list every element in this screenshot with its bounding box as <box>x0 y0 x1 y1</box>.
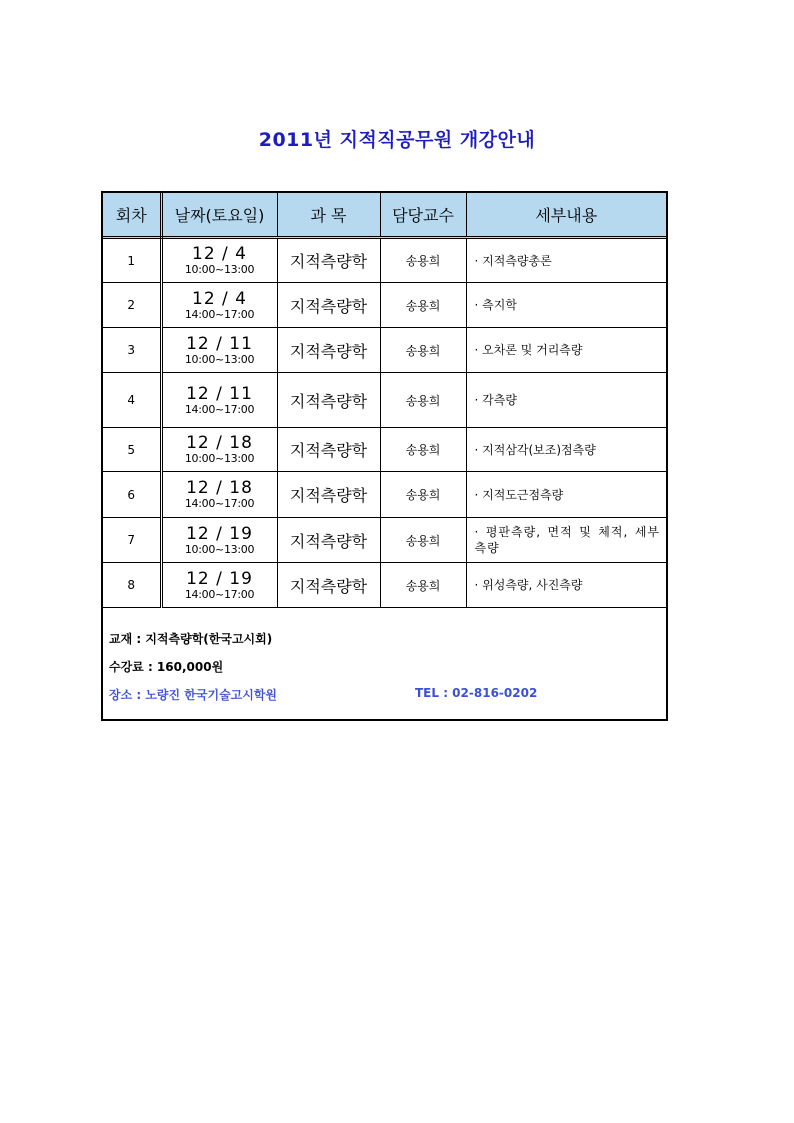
row-subject: 지적측량학 <box>277 328 380 373</box>
row-professor: 송용희 <box>380 428 466 472</box>
header-detail: 세부내용 <box>466 193 666 238</box>
row-professor: 송용희 <box>380 283 466 328</box>
row-date: 12 / 11 <box>186 383 253 404</box>
page-title: 2011년 지적직공무원 개강안내 <box>258 129 536 151</box>
row-date-cell <box>161 518 277 563</box>
row-date-cell <box>161 238 277 283</box>
table-row <box>103 373 666 428</box>
row-no: 5 <box>103 428 161 472</box>
row-no: 2 <box>103 283 161 328</box>
schedule-table <box>103 193 666 608</box>
row-date-cell <box>161 428 277 472</box>
fee-note: 수강료 : 160,000원 <box>109 660 224 674</box>
row-date: 12 / 4 <box>192 288 247 309</box>
row-detail: · 지적측량총론 <box>466 238 666 283</box>
table-row <box>103 428 666 472</box>
location-note: 장소 : 노량진 한국기술고시학원 <box>109 688 278 702</box>
row-subject: 지적측량학 <box>277 238 380 283</box>
row-no: 1 <box>103 238 161 283</box>
table-row <box>103 472 666 518</box>
row-detail: · 지적도근점측량 <box>466 472 666 518</box>
row-date-cell <box>161 328 277 373</box>
row-subject: 지적측량학 <box>277 563 380 608</box>
row-time: 10:00~13:00 <box>184 352 255 366</box>
schedule-frame <box>101 191 668 721</box>
location-line <box>109 686 659 703</box>
row-time: 10:00~13:00 <box>184 542 255 556</box>
row-time: 14:00~17:00 <box>184 307 255 321</box>
textbook-note: 교재 : 지적측량학(한국고시회) <box>109 632 273 646</box>
row-professor: 송용희 <box>380 328 466 373</box>
row-date-cell <box>161 563 277 608</box>
table-row <box>103 563 666 608</box>
row-no: 4 <box>103 373 161 428</box>
row-no: 3 <box>103 328 161 373</box>
header-subject: 과 목 <box>277 193 380 238</box>
row-detail: · 위성측량, 사진측량 <box>466 563 666 608</box>
row-date: 12 / 18 <box>186 433 253 453</box>
row-detail: · 오차론 및 거리측량 <box>466 328 666 373</box>
row-time: 14:00~17:00 <box>184 402 255 416</box>
table-row <box>103 518 666 563</box>
row-subject: 지적측량학 <box>277 283 380 328</box>
row-date: 12 / 19 <box>186 523 253 544</box>
table-row <box>103 328 666 373</box>
table-header-row <box>103 193 666 238</box>
telephone-note: TEL : 02-816-0202 <box>415 686 538 700</box>
row-subject: 지적측량학 <box>277 518 380 563</box>
row-date-cell <box>161 373 277 428</box>
row-no: 7 <box>103 518 161 563</box>
table-row <box>103 238 666 283</box>
header-professor: 담당교수 <box>380 193 466 238</box>
row-detail: · 평판측량, 면적 및 체적, 세부측량 <box>466 518 666 563</box>
row-date: 12 / 18 <box>186 478 253 498</box>
row-no: 8 <box>103 563 161 608</box>
row-subject: 지적측량학 <box>277 472 380 518</box>
row-time: 14:00~17:00 <box>184 497 255 510</box>
row-date: 12 / 19 <box>186 568 253 589</box>
row-time: 14:00~17:00 <box>184 587 255 601</box>
row-date-cell <box>161 283 277 328</box>
row-subject: 지적측량학 <box>277 373 380 428</box>
header-session: 회차 <box>103 193 161 238</box>
row-professor: 송용희 <box>380 518 466 563</box>
row-detail: · 지적삼각(보조)점측량 <box>466 428 666 472</box>
row-professor: 송용희 <box>380 472 466 518</box>
row-date-cell <box>161 472 277 518</box>
row-time: 10:00~13:00 <box>184 263 255 276</box>
row-detail: · 각측량 <box>466 373 666 428</box>
row-professor: 송용희 <box>380 373 466 428</box>
row-professor: 송용희 <box>380 238 466 283</box>
row-time: 10:00~13:00 <box>184 452 255 465</box>
row-no: 6 <box>103 472 161 518</box>
row-subject: 지적측량학 <box>277 428 380 472</box>
header-date: 날짜(토요일) <box>161 193 277 238</box>
row-detail: · 측지학 <box>466 283 666 328</box>
row-date: 12 / 4 <box>192 244 247 264</box>
row-professor: 송용희 <box>380 563 466 608</box>
table-row <box>103 283 666 328</box>
row-date: 12 / 11 <box>186 333 253 354</box>
